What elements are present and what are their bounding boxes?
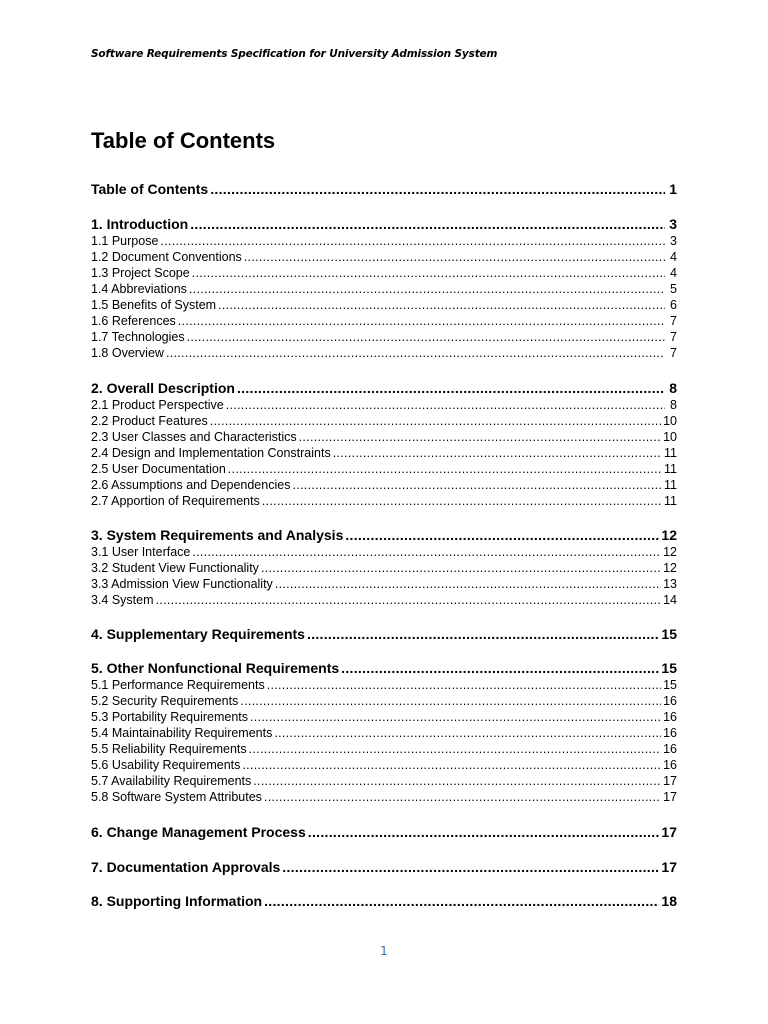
toc-entry-user-classes[interactable] — [91, 429, 677, 445]
toc-entry-page: 15 — [663, 678, 677, 692]
toc-entry-page: 12 — [661, 527, 677, 543]
leader-dots — [242, 757, 661, 773]
leader-dots — [333, 445, 662, 461]
toc-entry-label: 8. Supporting Information — [91, 893, 263, 909]
toc-entry-page: 17 — [661, 824, 677, 840]
leader-dots — [308, 823, 660, 841]
toc-entry-label: 2.1 Product Perspective — [91, 398, 224, 412]
toc-entry-security[interactable] — [91, 693, 677, 709]
page-title: Table of Contents — [91, 128, 276, 153]
toc-entry-introduction[interactable] — [91, 215, 677, 233]
leader-dots — [264, 892, 659, 910]
toc-entry-system-attributes[interactable] — [91, 789, 677, 805]
leader-dots — [240, 693, 661, 709]
toc-entry-maintainability[interactable] — [91, 725, 677, 741]
toc-entry-references[interactable] — [91, 313, 677, 329]
toc-entry-page: 17 — [663, 774, 677, 788]
leader-dots — [299, 429, 661, 445]
toc-entry-page: 16 — [663, 694, 677, 708]
toc-entry-label: 5.6 Usability Requirements — [91, 758, 241, 772]
toc-entry-page: 11 — [664, 478, 677, 492]
toc-entry-page: 14 — [663, 593, 677, 607]
leader-dots — [156, 592, 662, 608]
toc-entry-label: 5.7 Availability Requirements — [91, 774, 252, 788]
toc-entry-page: 15 — [661, 626, 677, 642]
leader-dots — [226, 397, 665, 413]
running-header: Software Requirements Specification for University Admission System — [91, 48, 498, 60]
leader-dots — [228, 461, 662, 477]
leader-dots — [189, 281, 665, 297]
leader-dots — [250, 709, 661, 725]
toc-entry-page: 1 — [669, 181, 677, 197]
toc-entry-page: 13 — [663, 577, 677, 591]
toc-entry-documentation-approvals[interactable] — [91, 858, 677, 876]
leader-dots — [267, 677, 661, 693]
toc-entry-label: 1.1 Purpose — [91, 234, 159, 248]
leader-dots — [345, 526, 659, 544]
leader-dots — [210, 413, 661, 429]
leader-dots — [262, 493, 662, 509]
toc-entry-supporting-information[interactable] — [91, 892, 677, 910]
toc-entry-abbreviations[interactable] — [91, 281, 677, 297]
toc-entry-label: 3.2 Student View Functionality — [91, 561, 259, 575]
toc-entry-label: 2.3 User Classes and Characteristics — [91, 430, 297, 444]
toc-entry-label: 5.5 Reliability Requirements — [91, 742, 247, 756]
leader-dots — [190, 215, 665, 233]
toc-entry-assumptions[interactable] — [91, 477, 677, 493]
toc-entry-design-constraints[interactable] — [91, 445, 677, 461]
toc-entry-apportion[interactable] — [91, 493, 677, 509]
toc-entry-page: 7 — [670, 314, 677, 328]
toc-entry-page: 11 — [664, 462, 677, 476]
leader-dots — [218, 297, 665, 313]
leader-dots — [192, 544, 661, 560]
toc-entry-page: 16 — [663, 710, 677, 724]
toc-entry-page: 11 — [664, 494, 677, 508]
toc-entry-page: 8 — [670, 398, 677, 412]
toc-entry-label: 1.8 Overview — [91, 346, 164, 360]
leader-dots — [237, 379, 665, 397]
toc-entry-label: 2.5 User Documentation — [91, 462, 226, 476]
toc-entry-page: 12 — [663, 561, 677, 575]
leader-dots — [253, 773, 661, 789]
toc-entry-label: 5.2 Security Requirements — [91, 694, 239, 708]
toc-entry-label: 1.2 Document Conventions — [91, 250, 242, 264]
toc-entry-page: 10 — [663, 414, 677, 428]
toc-entry-table-of-contents[interactable] — [91, 180, 677, 198]
toc-entry-label: 6. Change Management Process — [91, 824, 306, 840]
toc-entry-label: 3.1 User Interface — [91, 545, 191, 559]
toc-entry-label: 1.7 Technologies — [91, 330, 185, 344]
toc-entry-nonfunctional[interactable] — [91, 659, 677, 677]
leader-dots — [341, 659, 659, 677]
toc-entry-label: 3.4 System — [91, 593, 154, 607]
toc-entry-label: 1. Introduction — [91, 216, 189, 232]
toc-entry-product-perspective[interactable] — [91, 397, 677, 413]
toc-entry-label: 5.4 Maintainability Requirements — [91, 726, 273, 740]
toc-entry-change-management[interactable] — [91, 823, 677, 841]
toc-entry-project-scope[interactable] — [91, 265, 677, 281]
toc-entry-label: 3. System Requirements and Analysis — [91, 527, 344, 543]
leader-dots — [292, 477, 662, 493]
toc-entry-benefits-of-system[interactable] — [91, 297, 677, 313]
toc-entry-label: 1.5 Benefits of System — [91, 298, 217, 312]
toc-entry-purpose[interactable] — [91, 233, 677, 249]
toc-entry-availability[interactable] — [91, 773, 677, 789]
toc-entry-label: 1.6 References — [91, 314, 176, 328]
toc-entry-user-interface[interactable] — [91, 544, 677, 560]
toc-entry-page: 3 — [669, 216, 677, 232]
toc-entry-system[interactable] — [91, 592, 677, 608]
toc-entry-overview[interactable] — [91, 345, 677, 361]
toc-entry-supplementary[interactable] — [91, 625, 677, 643]
toc-entry-label: 2.4 Design and Implementation Constraints — [91, 446, 331, 460]
toc-entry-portability[interactable] — [91, 709, 677, 725]
leader-dots — [178, 313, 665, 329]
toc-entry-page: 3 — [670, 234, 677, 248]
toc-entry-label: 2. Overall Description — [91, 380, 235, 396]
leader-dots — [264, 789, 661, 805]
leader-dots — [282, 858, 659, 876]
leader-dots — [275, 576, 661, 592]
toc-entry-page: 4 — [670, 250, 677, 264]
leader-dots — [192, 265, 665, 281]
toc-entry-label: 5. Other Nonfunctional Requirements — [91, 660, 340, 676]
toc-entry-label: 4. Supplementary Requirements — [91, 626, 305, 642]
toc-entry-label: 1.3 Project Scope — [91, 266, 190, 280]
toc-entry-label: Table of Contents — [91, 181, 209, 197]
toc-entry-usability[interactable] — [91, 757, 677, 773]
toc-entry-page: 12 — [663, 545, 677, 559]
toc-entry-page: 7 — [670, 330, 677, 344]
toc-entry-page: 17 — [661, 859, 677, 875]
toc-entry-page: 17 — [663, 790, 677, 804]
toc-entry-user-documentation[interactable] — [91, 461, 677, 477]
leader-dots — [261, 560, 661, 576]
leader-dots — [249, 741, 661, 757]
toc-entry-admission-view[interactable] — [91, 576, 677, 592]
toc-entry-label: 2.7 Apportion of Requirements — [91, 494, 260, 508]
toc-entry-product-features[interactable] — [91, 413, 677, 429]
toc-entry-page: 15 — [661, 660, 677, 676]
toc-entry-page: 16 — [663, 758, 677, 772]
toc-entry-reliability[interactable] — [91, 741, 677, 757]
toc-entry-page: 10 — [663, 430, 677, 444]
page-number: 1 — [380, 944, 388, 958]
leader-dots — [160, 233, 665, 249]
toc-entry-page: 11 — [664, 446, 677, 460]
toc-entry-student-view[interactable] — [91, 560, 677, 576]
toc-entry-label: 5.8 Software System Attributes — [91, 790, 262, 804]
leader-dots — [187, 329, 665, 345]
toc-entry-page: 16 — [663, 726, 677, 740]
toc-entry-page: 6 — [670, 298, 677, 312]
toc-entry-label: 3.3 Admission View Functionality — [91, 577, 273, 591]
toc-entry-page: 7 — [670, 346, 677, 360]
toc-entry-technologies[interactable] — [91, 329, 677, 345]
toc-entry-label: 2.6 Assumptions and Dependencies — [91, 478, 291, 492]
leader-dots — [166, 345, 665, 361]
leader-dots — [274, 725, 661, 741]
toc-entry-system-requirements[interactable] — [91, 526, 677, 544]
leader-dots — [307, 625, 659, 643]
toc-entry-page: 18 — [661, 893, 677, 909]
toc-entry-performance[interactable] — [91, 677, 677, 693]
toc-entry-document-conventions[interactable] — [91, 249, 677, 265]
toc-entry-page: 16 — [663, 742, 677, 756]
toc-entry-overall-description[interactable] — [91, 379, 677, 397]
toc-entry-label: 2.2 Product Features — [91, 414, 208, 428]
toc-entry-label: 7. Documentation Approvals — [91, 859, 281, 875]
toc-entry-label: 1.4 Abbreviations — [91, 282, 187, 296]
toc-entry-page: 4 — [670, 266, 677, 280]
table-of-contents — [91, 180, 677, 920]
leader-dots — [244, 249, 665, 265]
toc-entry-label: 5.1 Performance Requirements — [91, 678, 265, 692]
toc-entry-page: 8 — [669, 380, 677, 396]
toc-entry-page: 5 — [670, 282, 677, 296]
leader-dots — [210, 180, 665, 198]
toc-entry-label: 5.3 Portability Requirements — [91, 710, 249, 724]
